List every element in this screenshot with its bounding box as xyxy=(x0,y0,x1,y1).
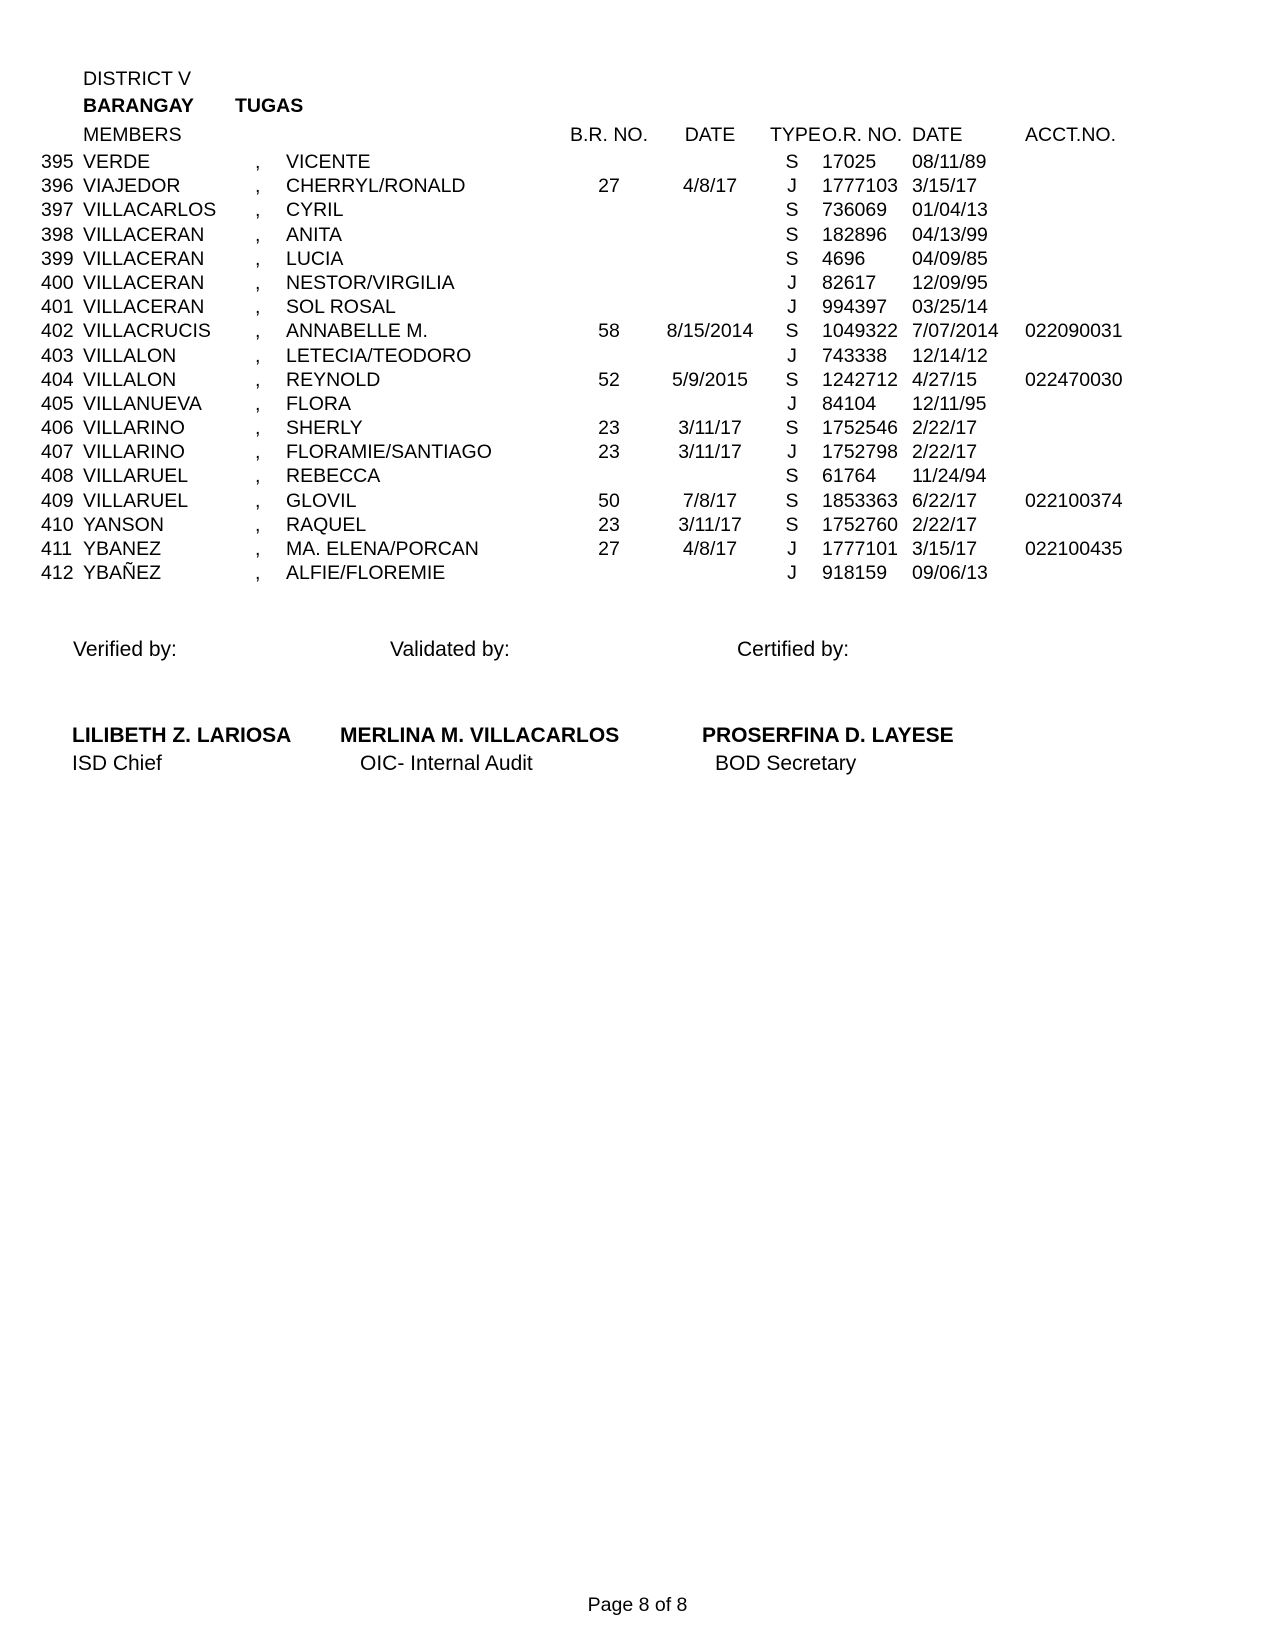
comma-separator: , xyxy=(255,247,261,270)
member-or-date: 04/09/85 xyxy=(912,247,988,270)
member-or-no: 1853363 xyxy=(822,489,898,512)
member-first-name: ALFIE/FLOREMIE xyxy=(286,562,446,585)
member-br-no: 58 xyxy=(598,320,620,343)
member-or-date: 04/13/99 xyxy=(912,223,988,246)
member-or-date: 09/06/13 xyxy=(912,562,988,585)
validator-name: MERLINA M. VILLACARLOS xyxy=(340,724,620,747)
col-header-br-no: B.R. NO. xyxy=(569,124,648,146)
member-type: J xyxy=(787,538,797,560)
member-acct-no: 022470030 xyxy=(1025,368,1123,391)
table-row xyxy=(0,464,1275,488)
member-surname: VILLARINO xyxy=(83,417,185,440)
comma-separator: , xyxy=(255,296,261,319)
member-number: 406 xyxy=(41,417,74,440)
comma-separator: , xyxy=(255,320,261,343)
member-type: S xyxy=(785,465,799,488)
table-row xyxy=(0,537,1275,561)
member-type: S xyxy=(785,513,799,536)
member-or-no: 918159 xyxy=(822,562,888,585)
member-type: S xyxy=(785,223,799,246)
member-first-name: VICENTE xyxy=(286,151,371,173)
member-or-date: 12/09/95 xyxy=(912,271,988,294)
member-br-no: 23 xyxy=(598,417,620,440)
member-type: S xyxy=(785,151,799,173)
member-or-no: 182896 xyxy=(822,223,888,246)
barangay-value: TUGAS xyxy=(235,95,304,117)
validated-by-label: Validated by: xyxy=(390,638,510,661)
member-br-date: 5/9/2015 xyxy=(672,368,748,391)
member-number: 396 xyxy=(41,175,74,198)
member-surname: VERDE xyxy=(83,151,151,173)
member-first-name: GLOVIL xyxy=(286,489,357,512)
member-or-no: 84104 xyxy=(822,392,877,415)
verifier-name: LILIBETH Z. LARIOSA xyxy=(72,724,292,747)
member-type: J xyxy=(787,344,797,367)
member-or-no: 4696 xyxy=(822,247,866,270)
member-number: 403 xyxy=(41,344,74,367)
verified-by-label: Verified by: xyxy=(73,638,177,661)
comma-separator: , xyxy=(255,465,261,488)
table-row xyxy=(0,392,1275,416)
member-number: 404 xyxy=(41,368,74,391)
member-first-name: CHERRYL/RONALD xyxy=(286,175,466,198)
comma-separator: , xyxy=(255,368,261,391)
member-rows xyxy=(0,150,1275,585)
certifier-title: BOD Secretary xyxy=(715,752,857,775)
member-br-date: 3/11/17 xyxy=(678,441,742,464)
member-acct-no: 022090031 xyxy=(1025,320,1123,343)
member-first-name: LUCIA xyxy=(286,247,344,270)
member-first-name: CYRIL xyxy=(286,199,344,222)
member-or-no: 994397 xyxy=(822,296,888,319)
table-row xyxy=(0,440,1275,464)
col-header-type: TYPE xyxy=(770,124,821,146)
member-br-date: 4/8/17 xyxy=(682,175,738,198)
col-header-or-no: O.R. NO. xyxy=(822,124,903,146)
member-or-date: 3/15/17 xyxy=(912,538,978,560)
member-type: J xyxy=(787,296,797,319)
member-surname: VIAJEDOR xyxy=(83,175,181,198)
member-or-no: 743338 xyxy=(822,344,888,367)
member-or-no: 17025 xyxy=(822,151,877,173)
member-br-date: 7/8/17 xyxy=(682,489,738,512)
table-row xyxy=(0,247,1275,271)
member-type: S xyxy=(785,368,799,391)
member-surname: VILLACERAN xyxy=(83,247,205,270)
member-br-no: 27 xyxy=(598,538,620,560)
member-type: J xyxy=(787,562,797,585)
member-first-name: LETECIA/TEODORO xyxy=(286,344,472,367)
member-type: S xyxy=(785,489,799,512)
member-type: S xyxy=(785,417,799,440)
member-number: 409 xyxy=(41,489,74,512)
member-surname: VILLARINO xyxy=(83,441,185,464)
member-number: 407 xyxy=(41,441,74,464)
member-number: 408 xyxy=(41,465,74,488)
member-br-date: 8/15/2014 xyxy=(666,320,754,343)
member-or-no: 1242712 xyxy=(822,368,898,391)
members-column-label: MEMBERS xyxy=(83,124,182,146)
member-number: 411 xyxy=(41,538,73,560)
table-row xyxy=(0,416,1275,440)
member-or-date: 12/11/95 xyxy=(912,392,987,415)
member-surname: VILLARUEL xyxy=(83,465,189,488)
member-or-no: 1752760 xyxy=(822,513,898,536)
table-row xyxy=(0,271,1275,295)
barangay-label: BARANGAY xyxy=(83,95,194,117)
col-header-br-date: DATE xyxy=(684,124,736,146)
table-row xyxy=(0,150,1275,174)
member-or-date: 3/15/17 xyxy=(912,175,978,198)
member-number: 397 xyxy=(41,199,74,222)
comma-separator: , xyxy=(255,271,261,294)
verifier-title: ISD Chief xyxy=(72,752,162,775)
member-first-name: REYNOLD xyxy=(286,368,381,391)
page-number: Page 8 of 8 xyxy=(587,1594,688,1616)
member-first-name: ANITA xyxy=(286,223,342,246)
certified-by-label: Certified by: xyxy=(737,638,850,661)
member-first-name: REBECCA xyxy=(286,465,381,488)
table-row xyxy=(0,489,1275,513)
member-or-date: 7/07/2014 xyxy=(912,320,999,343)
validator-title: OIC- Internal Audit xyxy=(360,752,533,775)
member-first-name: RAQUEL xyxy=(286,513,367,536)
member-surname: VILLACERAN xyxy=(83,223,205,246)
member-or-date: 2/22/17 xyxy=(912,513,978,536)
member-number: 400 xyxy=(41,271,74,294)
member-surname: VILLACARLOS xyxy=(83,199,217,222)
table-row xyxy=(0,198,1275,222)
member-first-name: MA. ELENA/PORCAN xyxy=(286,538,479,560)
comma-separator: , xyxy=(255,175,261,198)
member-br-no: 23 xyxy=(598,513,620,536)
member-br-date: 3/11/17 xyxy=(678,513,742,536)
member-or-no: 736069 xyxy=(822,199,888,222)
member-or-date: 08/11/89 xyxy=(912,151,987,173)
member-first-name: SOL ROSAL xyxy=(286,296,396,319)
member-surname: VILLANUEVA xyxy=(83,392,202,415)
member-or-date: 4/27/15 xyxy=(912,368,978,391)
col-header-acct-no: ACCT.NO. xyxy=(1025,124,1117,146)
table-row xyxy=(0,319,1275,343)
member-surname: VILLACRUCIS xyxy=(83,320,211,343)
member-first-name: NESTOR/VIRGILIA xyxy=(286,271,455,294)
comma-separator: , xyxy=(255,344,261,367)
member-or-no: 1752798 xyxy=(822,441,898,464)
member-or-no: 1049322 xyxy=(822,320,898,343)
table-row xyxy=(0,295,1275,319)
certifier-name: PROSERFINA D. LAYESE xyxy=(702,724,954,747)
member-type: J xyxy=(787,441,797,464)
comma-separator: , xyxy=(255,441,261,464)
table-row xyxy=(0,223,1275,247)
comma-separator: , xyxy=(255,562,261,585)
member-first-name: FLORA xyxy=(286,392,352,415)
member-type: J xyxy=(787,271,797,294)
member-br-no: 52 xyxy=(598,368,620,391)
member-number: 395 xyxy=(41,151,74,173)
comma-separator: , xyxy=(255,417,261,440)
member-number: 412 xyxy=(41,562,74,585)
member-type: S xyxy=(785,199,799,222)
member-surname: VILLARUEL xyxy=(83,489,189,512)
member-or-no: 1777101 xyxy=(822,538,898,560)
member-surname: YBANEZ xyxy=(83,538,162,560)
member-type: S xyxy=(785,247,799,270)
member-or-date: 2/22/17 xyxy=(912,417,978,440)
member-acct-no: 022100435 xyxy=(1025,538,1123,560)
member-first-name: SHERLY xyxy=(286,417,363,440)
table-row xyxy=(0,344,1275,368)
member-or-date: 2/22/17 xyxy=(912,441,978,464)
member-acct-no: 022100374 xyxy=(1025,489,1123,512)
district-heading: DISTRICT V xyxy=(83,68,191,90)
member-first-name: ANNABELLE M. xyxy=(286,320,428,343)
member-or-date: 12/14/12 xyxy=(912,344,988,367)
comma-separator: , xyxy=(255,223,261,246)
comma-separator: , xyxy=(255,151,261,173)
table-row xyxy=(0,368,1275,392)
member-number: 401 xyxy=(41,296,74,319)
member-or-no: 82617 xyxy=(822,271,877,294)
member-number: 398 xyxy=(41,223,74,246)
member-br-date: 3/11/17 xyxy=(678,417,742,440)
member-surname: VILLALON xyxy=(83,344,177,367)
comma-separator: , xyxy=(255,538,261,560)
comma-separator: , xyxy=(255,392,261,415)
member-number: 405 xyxy=(41,392,74,415)
member-number: 402 xyxy=(41,320,74,343)
member-or-no: 61764 xyxy=(822,465,877,488)
table-row xyxy=(0,513,1275,537)
member-number: 399 xyxy=(41,247,74,270)
member-or-no: 1752546 xyxy=(822,417,898,440)
member-surname: YBAÑEZ xyxy=(83,562,162,585)
member-or-date: 03/25/14 xyxy=(912,296,988,319)
member-or-date: 6/22/17 xyxy=(912,489,978,512)
comma-separator: , xyxy=(255,513,261,536)
member-first-name: FLORAMIE/SANTIAGO xyxy=(286,441,492,464)
member-type: J xyxy=(787,392,797,415)
table-row xyxy=(0,174,1275,198)
member-surname: VILLACERAN xyxy=(83,271,205,294)
member-or-date: 01/04/13 xyxy=(912,199,988,222)
member-or-no: 1777103 xyxy=(822,175,898,198)
comma-separator: , xyxy=(255,199,261,222)
member-type: S xyxy=(785,320,799,343)
table-header-row xyxy=(0,122,1275,149)
member-br-no: 27 xyxy=(598,175,620,198)
col-header-or-date: DATE xyxy=(912,124,963,146)
member-number: 410 xyxy=(41,513,74,536)
member-br-date: 4/8/17 xyxy=(682,538,738,560)
member-surname: VILLALON xyxy=(83,368,177,391)
member-surname: VILLACERAN xyxy=(83,296,205,319)
comma-separator: , xyxy=(255,489,261,512)
member-surname: YANSON xyxy=(83,513,164,536)
member-br-no: 23 xyxy=(598,441,620,464)
table-row xyxy=(0,561,1275,585)
member-br-no: 50 xyxy=(598,489,620,512)
member-or-date: 11/24/94 xyxy=(912,465,987,488)
member-type: J xyxy=(787,175,797,198)
